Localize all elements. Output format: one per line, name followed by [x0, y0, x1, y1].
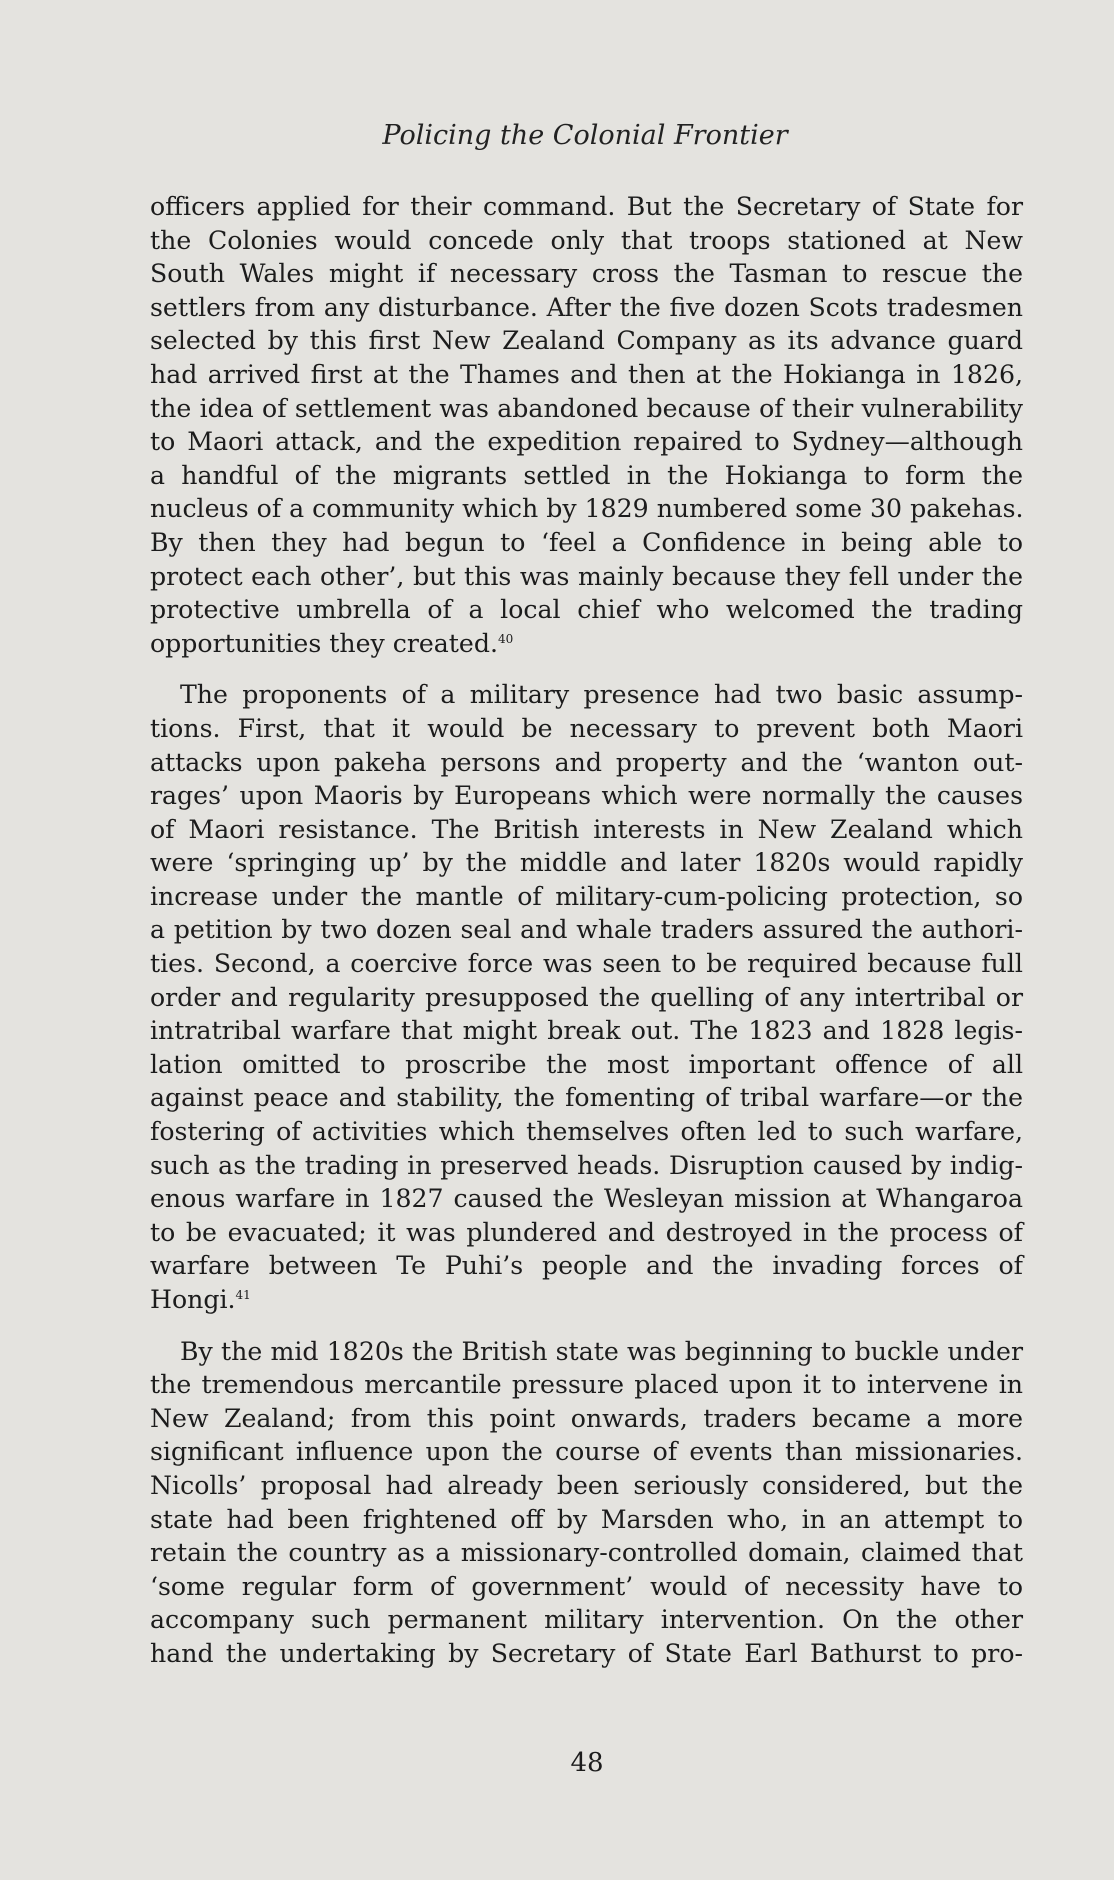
text-line — [150, 492, 1023, 526]
line-text: a handful of the migrants settled in the Hokianga to form the — [150, 460, 1023, 490]
text-line — [150, 1081, 1023, 1115]
text-line — [150, 1536, 1023, 1570]
text-line — [150, 1469, 1023, 1503]
text-line — [150, 981, 1023, 1015]
line-text: rages’ upon Maoris by Europeans which were normally the causes — [150, 781, 1023, 811]
line-text: the tremendous mercantile pressure placed upon it to intervene in — [150, 1370, 1023, 1400]
text-line — [150, 1603, 1023, 1637]
line-text: protect each other’, but this was mainly because they fell under the — [150, 561, 1023, 591]
text-line — [150, 1335, 1023, 1369]
text-line — [150, 627, 1023, 661]
text-line — [150, 459, 1023, 493]
line-text: ‘some regular form of government’ would of necessity have to — [150, 1571, 1023, 1601]
line-text: fostering of activities which themselves often led to such warfare, — [150, 1117, 1023, 1147]
line-text: New Zealand; from this point onwards, traders became a more — [150, 1403, 1023, 1433]
line-text: enous warfare in 1827 caused the Wesleyan mission at Whangaroa — [150, 1184, 1023, 1214]
footnote-ref: 40 — [497, 631, 514, 646]
text-line — [150, 560, 1023, 594]
text-line — [150, 1115, 1023, 1149]
line-text: Hongi. — [150, 1285, 236, 1314]
line-text: the idea of settlement was abandoned because of their vulnerability — [150, 393, 1023, 423]
text-line — [150, 1503, 1023, 1537]
text-line — [150, 746, 1023, 780]
line-text: warfare between Te Puhi’s people and the invading forces of — [150, 1251, 1023, 1281]
text-line — [150, 358, 1023, 392]
line-text: accompany such permanent military intervention. On the other — [150, 1605, 1023, 1635]
line-text: tions. First, that it would be necessary to prevent both Maori — [150, 713, 1023, 743]
line-text: of Maori resistance. The British interests in New Zealand which — [150, 814, 1023, 844]
line-text: protective umbrella of a local chief who welcomed the trading — [150, 595, 1023, 625]
line-text: nucleus of a community which by 1829 numbered some 30 pakehas. — [150, 494, 1024, 524]
text-line — [150, 425, 1023, 459]
text-line — [150, 257, 1023, 291]
line-text: were ‘springing up’ by the middle and later 1820s would rapidly — [150, 848, 1023, 878]
line-text: opportunities they created. — [150, 628, 498, 658]
line-text: hand the undertaking by Secretary of State Earl Bathurst to pro- — [150, 1638, 1023, 1668]
line-text: increase under the mantle of military-cum-policing protection, so — [150, 881, 1023, 911]
footnote-ref: 41 — [235, 1288, 251, 1302]
line-text: By then they had begun to ‘feel a Confidence in being able to — [150, 527, 1023, 557]
line-text: selected by this first New Zealand Company as its advance guard — [150, 326, 1023, 356]
line-text: The proponents of a military presence had two basic assump- — [180, 680, 1023, 710]
line-text: a petition by two dozen seal and whale traders assured the authori- — [150, 915, 1023, 945]
text-line — [150, 1368, 1023, 1402]
text-line — [150, 1149, 1023, 1183]
running-head: Policing the Colonial Frontier — [382, 120, 788, 151]
line-text: the Colonies would concede only that troops stationed at New — [150, 225, 1023, 255]
line-text: officers applied for their command. But the Secretary of State for — [150, 192, 1023, 221]
line-text: Nicolls’ proposal had already been seriously considered, but the — [150, 1470, 1023, 1500]
body-text — [150, 190, 1023, 1689]
line-text: state had been frightened off by Marsden who, in an attempt to — [150, 1504, 1023, 1534]
line-text: South Wales might if necessary cross the Tasman to rescue the — [150, 259, 1023, 289]
line-text: retain the country as a missionary-controlled domain, claimed that — [150, 1538, 1023, 1568]
paragraph — [150, 190, 1023, 660]
text-line — [150, 913, 1023, 947]
text-line — [150, 392, 1023, 426]
line-text: ties. Second, a coercive force was seen to be required because full — [150, 949, 1023, 979]
text-line — [150, 224, 1023, 258]
text-line — [150, 1216, 1023, 1250]
line-text: had arrived first at the Thames and then at the Hokianga in 1826, — [150, 359, 1023, 389]
text-line — [150, 1014, 1023, 1048]
line-text: lation omitted to proscribe the most important offence of all — [150, 1049, 1023, 1079]
text-line — [150, 1402, 1023, 1436]
text-line — [150, 779, 1023, 813]
text-line — [150, 593, 1023, 627]
paragraph — [150, 1335, 1023, 1671]
text-line — [150, 880, 1023, 914]
line-text: such as the trading in preserved heads. Disruption caused by indig- — [150, 1150, 1023, 1180]
text-line — [150, 190, 1023, 224]
page-number: 48 — [570, 1748, 604, 1778]
line-text: order and regularity presupposed the quelling of any intertribal or — [150, 982, 1023, 1012]
text-line — [150, 1435, 1023, 1469]
text-line — [150, 947, 1023, 981]
line-text: to Maori attack, and the expedition repaired to Sydney—although — [150, 427, 1023, 457]
text-line — [150, 1182, 1023, 1216]
text-line — [150, 1048, 1023, 1082]
text-line — [150, 1249, 1023, 1283]
text-line — [150, 846, 1023, 880]
text-line — [150, 526, 1023, 560]
line-text: intratribal warfare that might break out. The 1823 and 1828 legis- — [150, 1016, 1023, 1046]
text-line — [150, 1283, 1023, 1317]
line-text: attacks upon pakeha persons and property and the ‘wanton out- — [150, 747, 1023, 777]
text-line — [150, 291, 1023, 325]
line-text: By the mid 1820s the British state was beginning to buckle under — [180, 1336, 1023, 1366]
line-text: against peace and stability, the fomenting of tribal warfare—or the — [150, 1083, 1023, 1113]
paragraph — [150, 678, 1023, 1316]
text-line — [150, 712, 1023, 746]
text-line — [150, 324, 1023, 358]
text-line — [150, 1570, 1023, 1604]
text-line — [150, 1637, 1023, 1671]
text-line — [150, 813, 1023, 847]
line-text: settlers from any disturbance. After the five dozen Scots tradesmen — [150, 292, 1023, 322]
line-text: significant influence upon the course of events than missionaries. — [150, 1437, 1023, 1467]
text-line — [150, 678, 1023, 712]
line-text: to be evacuated; it was plundered and destroyed in the process of — [150, 1217, 1023, 1247]
